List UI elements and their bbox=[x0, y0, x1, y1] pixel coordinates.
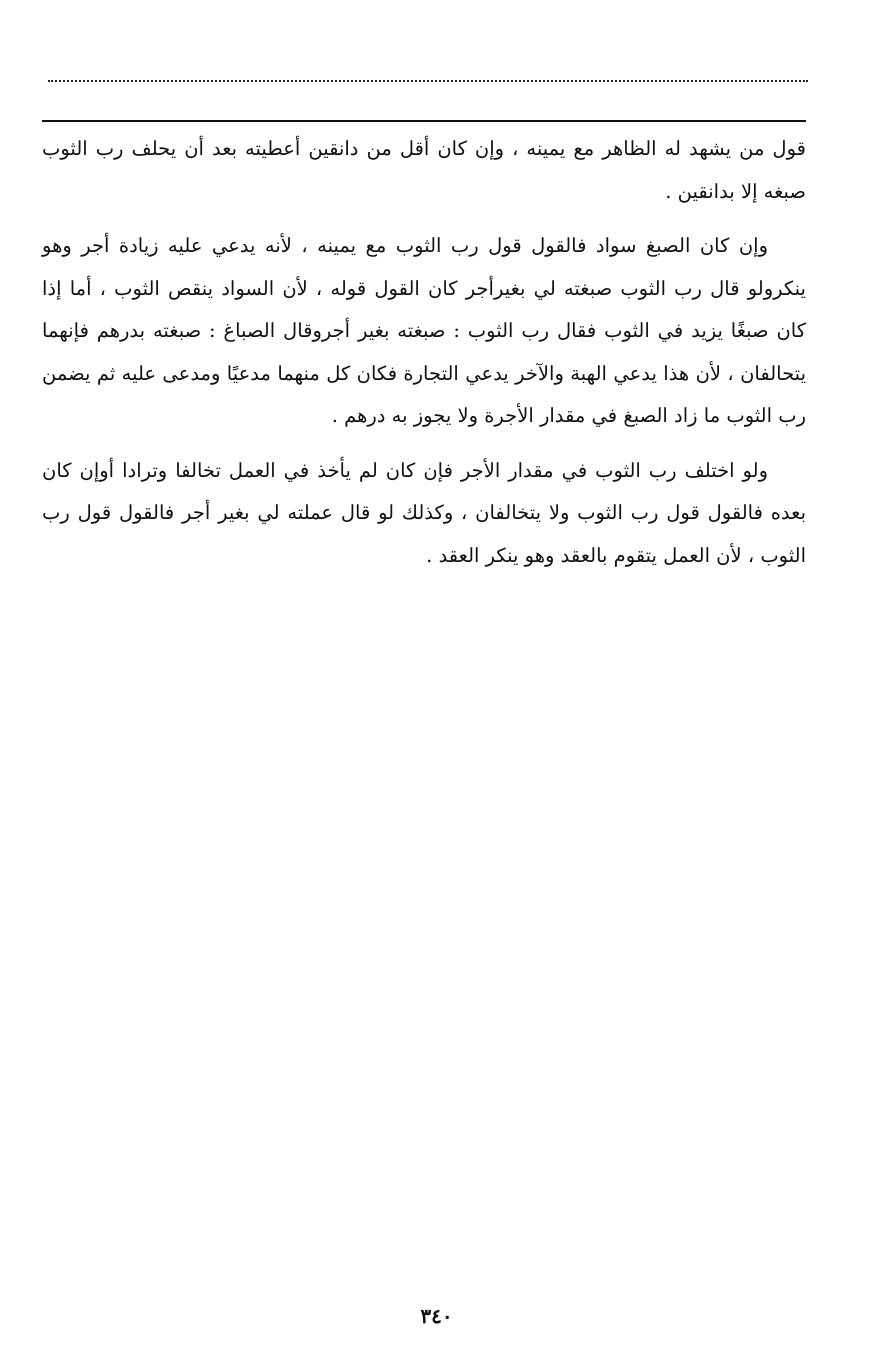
paragraph-2: وإن كان الصبغ سواد فالقول قول رب الثوب مع يمينه ، لأنه يدعي عليه زيادة أجر وهو ينكرولو قال رب الثوب صبغته لي بغيرأجر كان القول قوله ، لأن السواد ينقص الثوب ، أما إذا كان صبغًا يزيد في الثوب فقال رب الثوب : صبغته بغير أجروقال الصباغ : صبغته بدرهم فإنهما يتحالفان ، لأن هذا يدعي الهبة والآخر يدعي التجارة فكان كل منهما مدعيًا ومدعى عليه ثم يضمن رب الثوب ما زاد الصبغ في مقدار الأجرة ولا يجوز به درهم . bbox=[42, 234, 806, 427]
page-number: ٣٤٠ bbox=[420, 1304, 453, 1328]
paragraph-3: ولو اختلف رب الثوب في مقدار الأجر فإن كان لم يأخذ في العمل تخالفا وترادا أوإن كان بعده فالقول قول رب الثوب ولا يتخالفان ، وكذلك لو قال عملته لي بغير أجر فالقول قول رب الثوب ، لأن العمل يتقوم بالعقد وهو ينكر العقد . bbox=[42, 458, 807, 567]
body-text bbox=[42, 128, 806, 589]
header-dotted-rule bbox=[48, 80, 808, 82]
header-solid-rule bbox=[42, 120, 806, 122]
paragraph-1: قول من يشهد له الظاهر مع يمينه ، وإن كان أقل من دانقين أعطيته بعد أن يحلف رب الثوب صبغه إلا بدانقين . bbox=[42, 137, 806, 203]
